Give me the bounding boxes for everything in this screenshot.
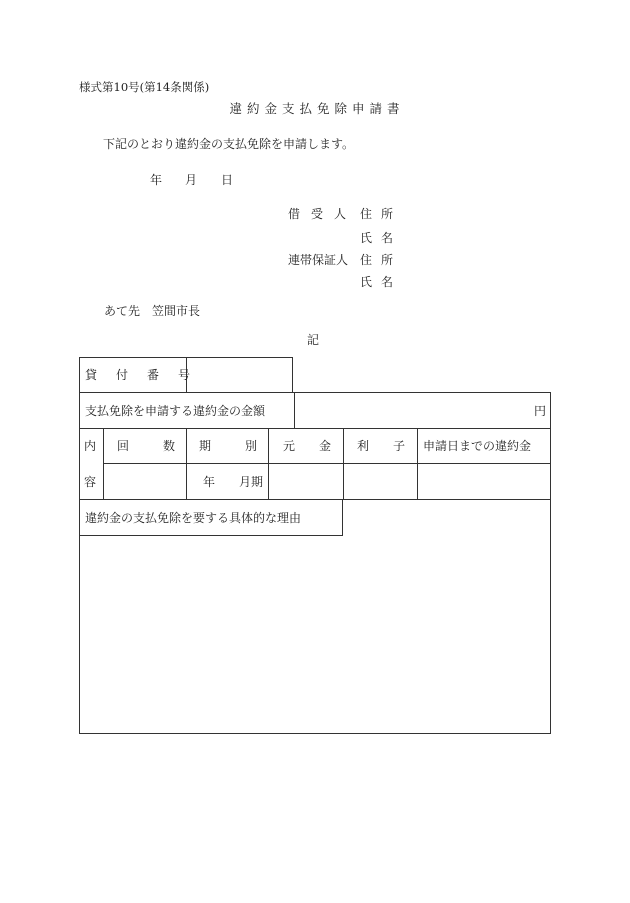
borrower-label: 借受人 [288, 207, 358, 221]
header-principal: 元金 [283, 439, 356, 453]
borrower-address-label: 住所 [360, 207, 403, 221]
form-number: 様式第10号(第14条関係) [79, 80, 210, 94]
header-count: 回数 [117, 439, 210, 453]
content-label-2: 容 [84, 475, 97, 489]
header-period: 期別 [199, 439, 292, 453]
document-title: 違約金支払免除申請書 [229, 101, 405, 116]
reason-label: 違約金の支払免除を要する具体的な理由 [85, 511, 302, 525]
period-value: 年 月期 [203, 475, 264, 489]
amount-label: 支払免除を申請する違約金の金額 [85, 404, 266, 418]
yen-unit: 円 [534, 404, 547, 418]
addressee: あて先 笠間市長 [104, 304, 201, 318]
header-penalty-to-date: 申請日までの違約金 [423, 439, 532, 453]
date-day: 日 [221, 173, 234, 187]
loan-number-label: 貸付番号 [85, 368, 210, 382]
guarantor-name-label: 氏名 [360, 275, 403, 289]
date-month: 月 [185, 173, 198, 187]
date-year: 年 [150, 173, 163, 187]
content-label-1: 内 [84, 439, 97, 453]
header-interest: 利子 [357, 439, 430, 453]
guarantor-label: 連帯保証人 [288, 253, 349, 267]
borrower-name-label: 氏名 [360, 231, 403, 245]
intro-text: 下記のとおり違約金の支払免除を申請します。 [103, 137, 355, 151]
guarantor-address-label: 住所 [360, 253, 403, 267]
ki-heading: 記 [307, 333, 320, 347]
